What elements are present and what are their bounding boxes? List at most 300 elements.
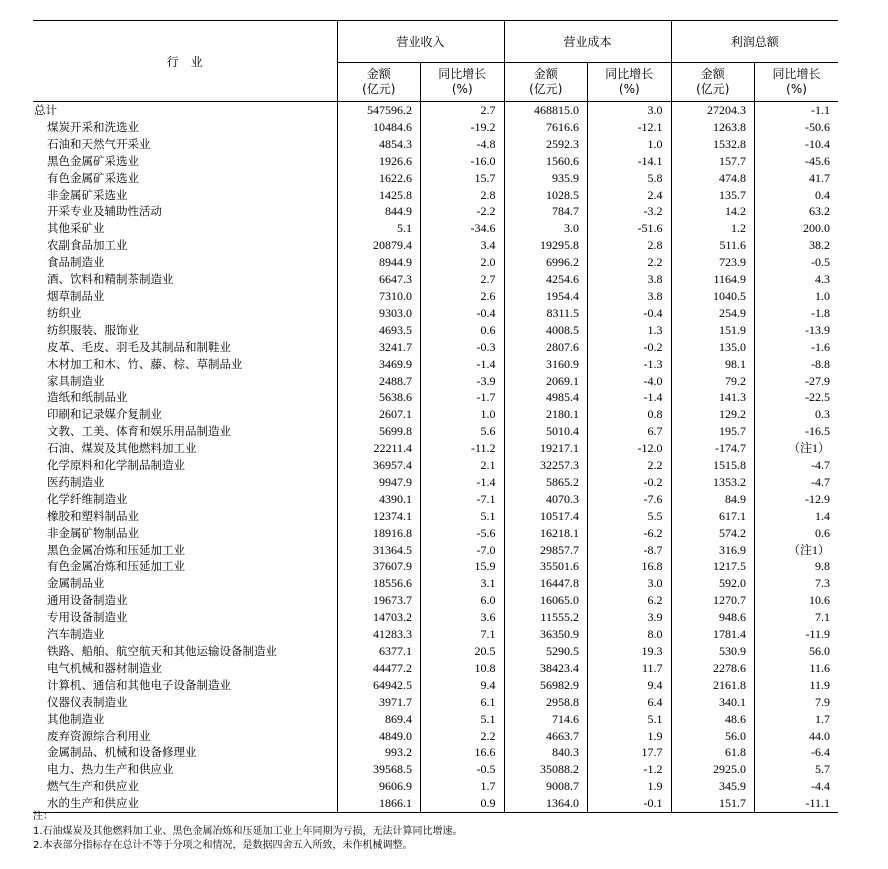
profit-header: 利润总额 bbox=[671, 21, 838, 63]
cost-growth: 1.9 bbox=[588, 778, 672, 795]
profit-amount: 27204.3 bbox=[671, 102, 755, 119]
table-row bbox=[33, 119, 838, 136]
profit-amount: 1353.2 bbox=[671, 474, 755, 491]
profit-amount: 151.9 bbox=[671, 322, 755, 339]
industry-name: 有色金属矿采选业 bbox=[47, 170, 139, 185]
cost-growth: 17.7 bbox=[588, 744, 672, 761]
industry-name: 金属制品、机械和设备修理业 bbox=[47, 745, 197, 760]
cost-growth: 1.3 bbox=[588, 322, 672, 339]
total-row bbox=[33, 102, 838, 119]
table-row bbox=[33, 744, 838, 761]
industry-name: 木材加工和木、竹、藤、棕、草制品业 bbox=[47, 356, 243, 371]
cost-amount: 840.3 bbox=[504, 744, 588, 761]
profit-growth: -8.8 bbox=[755, 356, 839, 373]
profit-growth: 7.3 bbox=[755, 575, 839, 592]
cost-amount: 56982.9 bbox=[504, 677, 588, 694]
table-row bbox=[33, 643, 838, 660]
revenue-header: 营业收入 bbox=[337, 21, 504, 63]
revenue-amount: 39568.5 bbox=[337, 761, 421, 778]
cost-amount: 38423.4 bbox=[504, 660, 588, 677]
table-row bbox=[33, 558, 838, 575]
revenue-amount: 12374.1 bbox=[337, 508, 421, 525]
industry-name: 非金属矿采选业 bbox=[47, 187, 128, 202]
revenue-growth: -11.2 bbox=[421, 440, 505, 457]
table-row bbox=[33, 474, 838, 491]
profit-amount: 617.1 bbox=[671, 508, 755, 525]
profit-growth: 63.2 bbox=[755, 203, 839, 220]
cost-amount: 2592.3 bbox=[504, 136, 588, 153]
notes-title: 注： bbox=[33, 811, 53, 822]
profit-amount: 316.9 bbox=[671, 542, 755, 559]
table-row bbox=[33, 153, 838, 170]
table-row bbox=[33, 728, 838, 745]
profit-growth: 56.0 bbox=[755, 643, 839, 660]
cost-amount: 4008.5 bbox=[504, 322, 588, 339]
profit-growth: -22.5 bbox=[755, 389, 839, 406]
revenue-growth: 2.7 bbox=[421, 271, 505, 288]
cost-amount: 935.9 bbox=[504, 170, 588, 187]
growth-subheader-label: 同比增长 bbox=[605, 67, 654, 81]
revenue-amount: 869.4 bbox=[337, 711, 421, 728]
profit-growth: 11.6 bbox=[755, 660, 839, 677]
industry-name: 铁路、船舶、航空航天和其他运输设备制造业 bbox=[47, 644, 277, 658]
cost-growth: 2.2 bbox=[588, 254, 672, 271]
revenue-amount: 1425.8 bbox=[337, 187, 421, 204]
revenue-amount: 9947.9 bbox=[337, 474, 421, 491]
revenue-growth: 2.7 bbox=[421, 102, 505, 119]
industry-name: 化学纤维制造业 bbox=[47, 491, 128, 506]
profit-amount: 151.7 bbox=[671, 795, 755, 812]
revenue-growth: 3.4 bbox=[421, 237, 505, 254]
profit-amount: 1781.4 bbox=[671, 626, 755, 643]
profit-amount: 345.9 bbox=[671, 778, 755, 795]
amount-subheader-unit: (亿元) bbox=[529, 82, 563, 96]
table-row bbox=[33, 694, 838, 711]
industry-name: 计算机、通信和其他电子设备制造业 bbox=[47, 677, 231, 692]
table-row bbox=[33, 423, 838, 440]
cost-growth: 6.4 bbox=[588, 694, 672, 711]
revenue-growth: -4.8 bbox=[421, 136, 505, 153]
revenue-amount: 9303.0 bbox=[337, 305, 421, 322]
cost-growth: 11.7 bbox=[588, 660, 672, 677]
revenue-amount: 64942.5 bbox=[337, 677, 421, 694]
profit-growth: 0.3 bbox=[755, 406, 839, 423]
revenue-amount: 5699.8 bbox=[337, 423, 421, 440]
profit-amount: 79.2 bbox=[671, 373, 755, 390]
revenue-growth: 3.6 bbox=[421, 609, 505, 626]
industry-name: 电气机械和器材制造业 bbox=[47, 660, 162, 675]
revenue-growth: 2.0 bbox=[421, 254, 505, 271]
revenue-amount: 18916.8 bbox=[337, 525, 421, 542]
growth-subheader-unit: (%) bbox=[786, 82, 807, 96]
industry-name: 水的生产和供应业 bbox=[33, 795, 337, 812]
profit-growth: -27.9 bbox=[755, 373, 839, 390]
profit-growth: -4.7 bbox=[755, 457, 839, 474]
profit-amount: 84.9 bbox=[671, 491, 755, 508]
profit-amount: 948.6 bbox=[671, 609, 755, 626]
revenue-growth: -19.2 bbox=[421, 119, 505, 136]
industry-name: 纺织服装、服饰业 bbox=[47, 322, 139, 337]
table-row bbox=[33, 778, 838, 795]
cost-growth: -14.1 bbox=[588, 153, 672, 170]
revenue-amount: 3971.7 bbox=[337, 694, 421, 711]
profit-amount: 61.8 bbox=[671, 744, 755, 761]
industry-name: 通用设备制造业 bbox=[47, 593, 128, 608]
revenue-growth: 9.4 bbox=[421, 677, 505, 694]
revenue-growth: 2.1 bbox=[421, 457, 505, 474]
table-row bbox=[33, 761, 838, 778]
table-row bbox=[33, 288, 838, 305]
table-row bbox=[33, 389, 838, 406]
cost-amount: 11555.2 bbox=[504, 609, 588, 626]
profit-growth: -16.5 bbox=[755, 423, 839, 440]
table-row bbox=[33, 136, 838, 153]
profit-amount: 1532.8 bbox=[671, 136, 755, 153]
revenue-amount: 9606.9 bbox=[337, 778, 421, 795]
profit-growth: 1.0 bbox=[755, 288, 839, 305]
profit-growth: -13.9 bbox=[755, 322, 839, 339]
growth-subheader-unit: (%) bbox=[618, 82, 640, 96]
revenue-growth: -0.4 bbox=[421, 305, 505, 322]
cost-growth: -6.2 bbox=[588, 525, 672, 542]
table-row bbox=[33, 203, 838, 220]
revenue-amount: 44477.2 bbox=[337, 660, 421, 677]
cost-amount: 35501.6 bbox=[504, 558, 588, 575]
industry-name: 金属制品业 bbox=[47, 576, 105, 591]
profit-growth: 0.4 bbox=[755, 187, 839, 204]
cost-amount: 468815.0 bbox=[504, 102, 588, 119]
cost-amount: 2807.6 bbox=[504, 339, 588, 356]
cost-amount: 36350.9 bbox=[504, 626, 588, 643]
table-row bbox=[33, 626, 838, 643]
amount-subheader-label: 金额 bbox=[533, 67, 558, 81]
revenue-amount: 37607.9 bbox=[337, 558, 421, 575]
profit-amount: -174.7 bbox=[671, 440, 755, 457]
revenue-amount: 2488.7 bbox=[337, 373, 421, 390]
revenue-growth: -0.3 bbox=[421, 339, 505, 356]
cost-amount: 16218.1 bbox=[504, 525, 588, 542]
industry-name: 其他采矿业 bbox=[47, 221, 105, 236]
revenue-growth: -34.6 bbox=[421, 220, 505, 237]
cost-growth: -0.4 bbox=[588, 305, 672, 322]
cost-growth: 5.8 bbox=[588, 170, 672, 187]
table-row bbox=[33, 254, 838, 271]
cost-growth: -1.4 bbox=[588, 389, 672, 406]
revenue-amount: 2607.1 bbox=[337, 406, 421, 423]
cost-growth: 1.0 bbox=[588, 136, 672, 153]
cost-amount: 10517.4 bbox=[504, 508, 588, 525]
industry-name: 汽车制造业 bbox=[47, 627, 105, 642]
cost-growth: 2.8 bbox=[588, 237, 672, 254]
cost-amount: 19295.8 bbox=[504, 237, 588, 254]
revenue-growth: 20.5 bbox=[421, 643, 505, 660]
cost-amount: 16065.0 bbox=[504, 592, 588, 609]
table-row bbox=[33, 440, 838, 457]
profit-growth: -0.5 bbox=[755, 254, 839, 271]
revenue-growth: 5.1 bbox=[421, 508, 505, 525]
profit-growth: 11.9 bbox=[755, 677, 839, 694]
cost-amount: 5290.5 bbox=[504, 643, 588, 660]
revenue-growth: 15.7 bbox=[421, 170, 505, 187]
table-row bbox=[33, 373, 838, 390]
cost-growth: 2.4 bbox=[588, 187, 672, 204]
profit-growth: 9.8 bbox=[755, 558, 839, 575]
industry-finance-table bbox=[33, 20, 838, 813]
growth-subheader-label: 同比增长 bbox=[772, 67, 821, 81]
revenue-growth: 0.6 bbox=[421, 322, 505, 339]
industry-name: 废弃资源综合利用业 bbox=[47, 728, 151, 743]
amount-subheader-unit: (亿元) bbox=[696, 82, 730, 96]
profit-amount: 340.1 bbox=[671, 694, 755, 711]
revenue-amount: 20879.4 bbox=[337, 237, 421, 254]
table-row bbox=[33, 491, 838, 508]
cost-growth: 16.8 bbox=[588, 558, 672, 575]
cost-amount: 2958.8 bbox=[504, 694, 588, 711]
revenue-amount: 1622.6 bbox=[337, 170, 421, 187]
industry-name: 黑色金属冶炼和压延加工业 bbox=[47, 542, 185, 557]
cost-amount: 32257.3 bbox=[504, 457, 588, 474]
cost-amount: 2180.1 bbox=[504, 406, 588, 423]
revenue-growth: 15.9 bbox=[421, 558, 505, 575]
table-row bbox=[33, 592, 838, 609]
revenue-growth: 6.1 bbox=[421, 694, 505, 711]
table-row bbox=[33, 339, 838, 356]
growth-subheader-label: 同比增长 bbox=[438, 67, 487, 81]
cost-amount: 5010.4 bbox=[504, 423, 588, 440]
table-row bbox=[33, 575, 838, 592]
cost-growth: -12.1 bbox=[588, 119, 672, 136]
table-row bbox=[33, 711, 838, 728]
revenue-amount: 8944.9 bbox=[337, 254, 421, 271]
revenue-amount: 22211.4 bbox=[337, 440, 421, 457]
profit-growth: （注1） bbox=[755, 440, 839, 457]
cost-growth: 8.0 bbox=[588, 626, 672, 643]
revenue-amount: 5638.6 bbox=[337, 389, 421, 406]
profit-growth: -12.9 bbox=[755, 491, 839, 508]
profit-amount: 1.2 bbox=[671, 220, 755, 237]
cost-amount: 1560.6 bbox=[504, 153, 588, 170]
profit-growth: -4.7 bbox=[755, 474, 839, 491]
industry-name: 农副食品加工业 bbox=[47, 238, 128, 253]
cost-growth: -7.6 bbox=[588, 491, 672, 508]
revenue-amount: 1926.6 bbox=[337, 153, 421, 170]
profit-growth: 38.2 bbox=[755, 237, 839, 254]
industry-name: 化学原料和化学制品制造业 bbox=[47, 458, 185, 473]
cost-growth: 6.7 bbox=[588, 423, 672, 440]
revenue-growth: 5.6 bbox=[421, 423, 505, 440]
cost-growth: 1.9 bbox=[588, 728, 672, 745]
table-row bbox=[33, 322, 838, 339]
amount-subheader bbox=[671, 63, 755, 102]
profit-growth: 7.9 bbox=[755, 694, 839, 711]
cost-growth: 3.8 bbox=[588, 288, 672, 305]
amount-subheader bbox=[504, 63, 588, 102]
industry-name: 印刷和记录媒介复制业 bbox=[47, 407, 162, 422]
profit-amount: 2161.8 bbox=[671, 677, 755, 694]
cost-growth: -1.2 bbox=[588, 761, 672, 778]
note-2: 2.本表部分指标存在总计不等于分项之和情况，是数据四舍五入所致，未作机械调整。 bbox=[33, 840, 413, 851]
industry-name: 文教、工美、体育和娱乐用品制造业 bbox=[47, 424, 231, 439]
profit-amount: 14.2 bbox=[671, 203, 755, 220]
revenue-growth: 0.9 bbox=[421, 795, 505, 812]
cost-growth: -0.1 bbox=[588, 795, 672, 812]
revenue-amount: 6377.1 bbox=[337, 643, 421, 660]
amount-subheader bbox=[337, 63, 421, 102]
industry-name: 其他制造业 bbox=[47, 711, 105, 726]
cost-amount: 4070.3 bbox=[504, 491, 588, 508]
revenue-amount: 6647.3 bbox=[337, 271, 421, 288]
cost-amount: 4985.4 bbox=[504, 389, 588, 406]
profit-growth: 1.4 bbox=[755, 508, 839, 525]
profit-growth: -45.6 bbox=[755, 153, 839, 170]
industry-name: 食品制造业 bbox=[47, 255, 105, 270]
profit-amount: 195.7 bbox=[671, 423, 755, 440]
industry-name: 造纸和纸制品业 bbox=[47, 390, 128, 405]
cost-amount: 4254.6 bbox=[504, 271, 588, 288]
revenue-growth: 10.8 bbox=[421, 660, 505, 677]
revenue-growth: 2.8 bbox=[421, 187, 505, 204]
revenue-amount: 844.9 bbox=[337, 203, 421, 220]
revenue-growth: 3.1 bbox=[421, 575, 505, 592]
revenue-amount: 1866.1 bbox=[337, 795, 421, 812]
revenue-growth: -2.2 bbox=[421, 203, 505, 220]
cost-growth: 0.8 bbox=[588, 406, 672, 423]
cost-amount: 2069.1 bbox=[504, 373, 588, 390]
profit-amount: 98.1 bbox=[671, 356, 755, 373]
profit-growth: -11.9 bbox=[755, 626, 839, 643]
revenue-growth: -16.0 bbox=[421, 153, 505, 170]
revenue-growth: -3.9 bbox=[421, 373, 505, 390]
cost-growth: -4.0 bbox=[588, 373, 672, 390]
growth-subheader-unit: (%) bbox=[451, 82, 473, 96]
revenue-amount: 31364.5 bbox=[337, 542, 421, 559]
profit-growth: 0.6 bbox=[755, 525, 839, 542]
profit-amount: 530.9 bbox=[671, 643, 755, 660]
industry-name: 橡胶和塑料制品业 bbox=[47, 508, 139, 523]
table-row bbox=[33, 356, 838, 373]
revenue-amount: 18556.6 bbox=[337, 575, 421, 592]
note-1: 1.石油煤炭及其他燃料加工业、黑色金属冶炼和压延加工业上年同期为亏损，无法计算同比增速。 bbox=[33, 825, 463, 837]
profit-growth: -1.1 bbox=[755, 102, 839, 119]
revenue-amount: 547596.2 bbox=[337, 102, 421, 119]
table-row bbox=[33, 660, 838, 677]
cost-growth: 9.4 bbox=[588, 677, 672, 694]
profit-growth: -1.8 bbox=[755, 305, 839, 322]
revenue-amount: 19673.7 bbox=[337, 592, 421, 609]
industry-name: 黑色金属矿采选业 bbox=[47, 153, 139, 168]
profit-amount: 48.6 bbox=[671, 711, 755, 728]
table-row bbox=[33, 237, 838, 254]
profit-amount: 2925.0 bbox=[671, 761, 755, 778]
cost-growth: -51.6 bbox=[588, 220, 672, 237]
table-notes bbox=[33, 810, 463, 854]
profit-growth: -50.6 bbox=[755, 119, 839, 136]
amount-subheader-unit: (亿元) bbox=[362, 82, 396, 96]
profit-growth: （注1） bbox=[755, 542, 839, 559]
profit-amount: 1263.8 bbox=[671, 119, 755, 136]
cost-amount: 7616.6 bbox=[504, 119, 588, 136]
profit-growth: 10.6 bbox=[755, 592, 839, 609]
revenue-growth: 6.0 bbox=[421, 592, 505, 609]
cost-amount: 1954.4 bbox=[504, 288, 588, 305]
revenue-amount: 10484.6 bbox=[337, 119, 421, 136]
revenue-growth: -7.0 bbox=[421, 542, 505, 559]
profit-growth: -10.4 bbox=[755, 136, 839, 153]
revenue-growth: 7.1 bbox=[421, 626, 505, 643]
industry-name: 酒、饮料和精制茶制造业 bbox=[47, 272, 174, 287]
cost-growth: -8.7 bbox=[588, 542, 672, 559]
industry-name: 石油、煤炭及其他燃料加工业 bbox=[47, 441, 197, 456]
industry-name: 皮革、毛皮、羽毛及其制品和制鞋业 bbox=[47, 339, 231, 354]
table-row bbox=[33, 457, 838, 474]
industry-name: 燃气生产和供应业 bbox=[47, 779, 139, 794]
table-row bbox=[33, 406, 838, 423]
industry-name: 有色金属冶炼和压延加工业 bbox=[47, 559, 185, 574]
profit-amount: 511.6 bbox=[671, 237, 755, 254]
revenue-growth: -1.4 bbox=[421, 474, 505, 491]
cost-amount: 1364.0 bbox=[504, 795, 588, 812]
table-row bbox=[33, 220, 838, 237]
cost-amount: 29857.7 bbox=[504, 542, 588, 559]
revenue-amount: 14703.2 bbox=[337, 609, 421, 626]
cost-amount: 1028.5 bbox=[504, 187, 588, 204]
profit-amount: 2278.6 bbox=[671, 660, 755, 677]
revenue-amount: 4390.1 bbox=[337, 491, 421, 508]
profit-amount: 1270.7 bbox=[671, 592, 755, 609]
profit-amount: 1217.5 bbox=[671, 558, 755, 575]
industry-name: 总计 bbox=[34, 103, 57, 117]
cost-amount: 5865.2 bbox=[504, 474, 588, 491]
profit-amount: 157.7 bbox=[671, 153, 755, 170]
cost-growth: -1.3 bbox=[588, 356, 672, 373]
revenue-amount: 4693.5 bbox=[337, 322, 421, 339]
industry-name: 电力、热力生产和供应业 bbox=[47, 762, 174, 777]
revenue-growth: 2.6 bbox=[421, 288, 505, 305]
profit-amount: 574.2 bbox=[671, 525, 755, 542]
cost-amount: 8311.5 bbox=[504, 305, 588, 322]
profit-growth: -11.1 bbox=[755, 795, 839, 812]
profit-amount: 254.9 bbox=[671, 305, 755, 322]
profit-amount: 474.8 bbox=[671, 170, 755, 187]
profit-growth: -4.4 bbox=[755, 778, 839, 795]
growth-subheader bbox=[588, 63, 672, 102]
profit-growth: -6.4 bbox=[755, 744, 839, 761]
cost-growth: 19.3 bbox=[588, 643, 672, 660]
profit-growth: -1.6 bbox=[755, 339, 839, 356]
amount-subheader-label: 金额 bbox=[700, 67, 725, 81]
cost-amount: 3.0 bbox=[504, 220, 588, 237]
profit-amount: 56.0 bbox=[671, 728, 755, 745]
profit-amount: 135.7 bbox=[671, 187, 755, 204]
profit-growth: 200.0 bbox=[755, 220, 839, 237]
amount-subheader-label: 金额 bbox=[366, 67, 391, 81]
cost-growth: 3.8 bbox=[588, 271, 672, 288]
revenue-growth: 2.2 bbox=[421, 728, 505, 745]
table-row bbox=[33, 187, 838, 204]
industry-name: 煤炭开采和洗选业 bbox=[47, 119, 139, 134]
cost-amount: 19217.1 bbox=[504, 440, 588, 457]
cost-amount: 6996.2 bbox=[504, 254, 588, 271]
cost-growth: -12.0 bbox=[588, 440, 672, 457]
industry-name: 烟草制品业 bbox=[47, 288, 105, 303]
profit-amount: 1515.8 bbox=[671, 457, 755, 474]
revenue-amount: 7310.0 bbox=[337, 288, 421, 305]
industry-name: 石油和天然气开采业 bbox=[47, 136, 151, 151]
revenue-growth: -1.7 bbox=[421, 389, 505, 406]
industry-name: 纺织业 bbox=[47, 305, 82, 320]
revenue-growth: 5.1 bbox=[421, 711, 505, 728]
table-row bbox=[33, 508, 838, 525]
